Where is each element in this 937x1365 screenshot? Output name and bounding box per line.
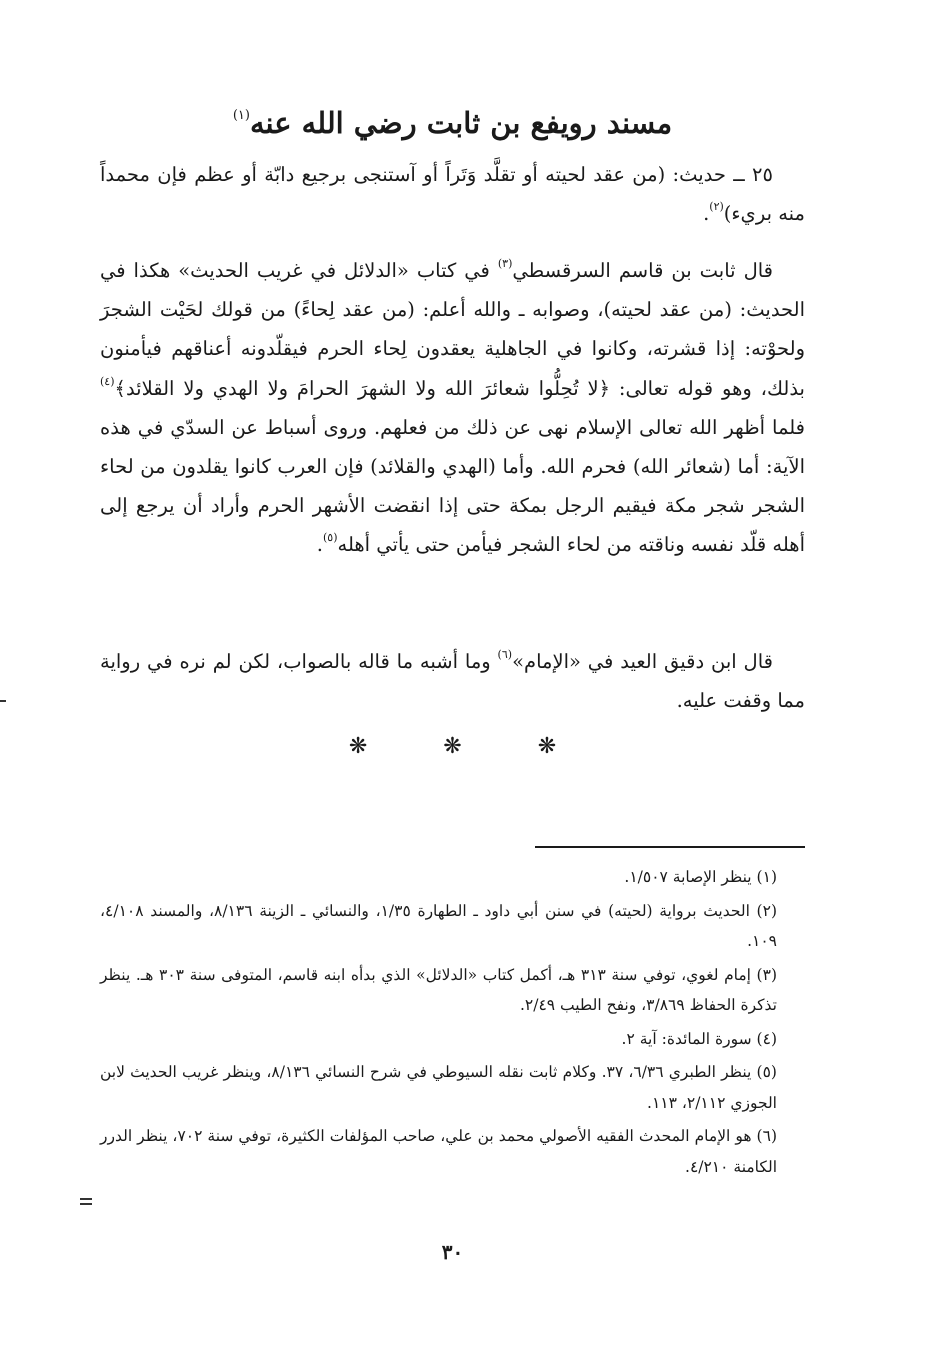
- footnote-ref: (١): [232, 108, 250, 123]
- footnote: (٥) ينظر الطبري ٦/٣٦، ٣٧. وكلام ثابت نقله السيوطي في شرح النسائي ٨/١٣٦، وينظر غريب الحديث لابن الجوزي ٢/١١٢، ١١٣.: [100, 1063, 777, 1112]
- closing-text: قال ابن دقيق العيد في «الإمام»: [512, 650, 773, 673]
- commentary-text: في كتاب «الدلائل في غريب الحديث» هكذا في الحديث: (من عقد لحيته)، وصوابه ـ والله أعلم: (من عقد لِحاءً) من قولك لحَيْت الشجرَ ولحوْته: إذا قشرته، وكانوا في الجاهلية يعقدون لِحاء الحرم فيقلّدونه أعناقهم فيأمنون بذلك، وهو قوله تعالى: ﴿لا تُحِلُّوا شعائرَ الله ولا الشهرَ الحرامَ ولا الهدي ولا القلائد﴾: [100, 259, 805, 400]
- footnotes: [100, 862, 805, 1185]
- section-title-text: مسند رويفع بن ثابت رضي الله عنه: [249, 106, 673, 140]
- asterism-icon: ❋: [443, 734, 462, 759]
- footnote: (٢) الحديث برواية (لحيته) في سنن أبي داود ـ الطهارة ١/٣٥، والنسائي ـ الزينة ٨/١٣٦، والمسند ٤/١٠٨، ١٠٩.: [100, 901, 777, 950]
- footnote-ref: (٢): [709, 200, 724, 214]
- footnote-ref: (٥): [322, 531, 338, 545]
- footnote: (٣) إمام لغوي، توفي سنة ٣١٣ هـ، أكمل كتاب «الدلائل» الذي بدأه ابنه قاسم، المتوفى سنة ٣٠٣ هـ. ينظر تذكرة الحفاظ ٣/٨٦٩، ونفح الطيب ٢/٤٩.: [100, 965, 777, 1014]
- footnote: (١) ينظر الإصابة ١/٥٠٧.: [624, 868, 777, 886]
- scan-mark: [80, 1203, 92, 1205]
- scan-mark: [0, 700, 6, 702]
- hadith-paragraph: [100, 155, 805, 233]
- scan-mark: [80, 1198, 92, 1200]
- footnote-ref: (٤): [100, 374, 115, 388]
- commentary-text: فلما أظهر الله تعالى الإسلام نهى عن ذلك من فعلهم. وروى أسباط عن السدّي في هذه الآية: أما (شعائر الله) فحرم الله. وأما (الهدي والقلائد) فإن العرب كانوا يقلدون من لحاء الشجر شجر مكة فيقيم الرجل بمكة حتى إذا انقضت الأشهر الحرم وأراد أن يرجع إلى أهله قلّد نفسه وناقته من لحاء الشجر فيأمن حتى يأتي أهله: [100, 415, 805, 557]
- commentary-text-end: .: [316, 533, 323, 557]
- footnote-ref: (٦): [497, 648, 513, 661]
- asterism-icon: ❋: [348, 734, 368, 759]
- closing-text-end: وما أشبه ما قاله بالصواب، لكن لم نره في رواية مما وقفت عليه.: [100, 650, 805, 713]
- page-number: ٣٠: [441, 1240, 464, 1264]
- hadith-text: ٢٥ ــ حديث: (من عقد لحيته أو تقلَّد وَتَراً أو آستنجى برجيع دابّة أو عظم فإن محمداً منه بريء): [100, 163, 805, 226]
- commentary-paragraph: [100, 251, 805, 565]
- closing-paragraph: [100, 642, 805, 720]
- footnote: (٤) سورة المائدة: آية ٢.: [621, 1029, 777, 1048]
- book-page: [100, 0, 805, 1365]
- hadith-text-end: .: [703, 202, 710, 226]
- footnote-divider: [535, 846, 805, 848]
- commentary-text: قال ثابت بن قاسم السرقسطي: [512, 259, 774, 282]
- asterism-icon: ❋: [537, 734, 557, 759]
- section-separator: [100, 734, 805, 759]
- footnote-ref: (٣): [497, 257, 513, 270]
- footnote: (٦) هو الإمام المحدث الفقيه الأصولي محمد بن علي، صاحب المؤلفات الكثيرة، توفي سنة ٧٠٢، ينظر الدرر الكامنة ٤/٢١٠.: [100, 1127, 777, 1176]
- section-title: [100, 96, 805, 143]
